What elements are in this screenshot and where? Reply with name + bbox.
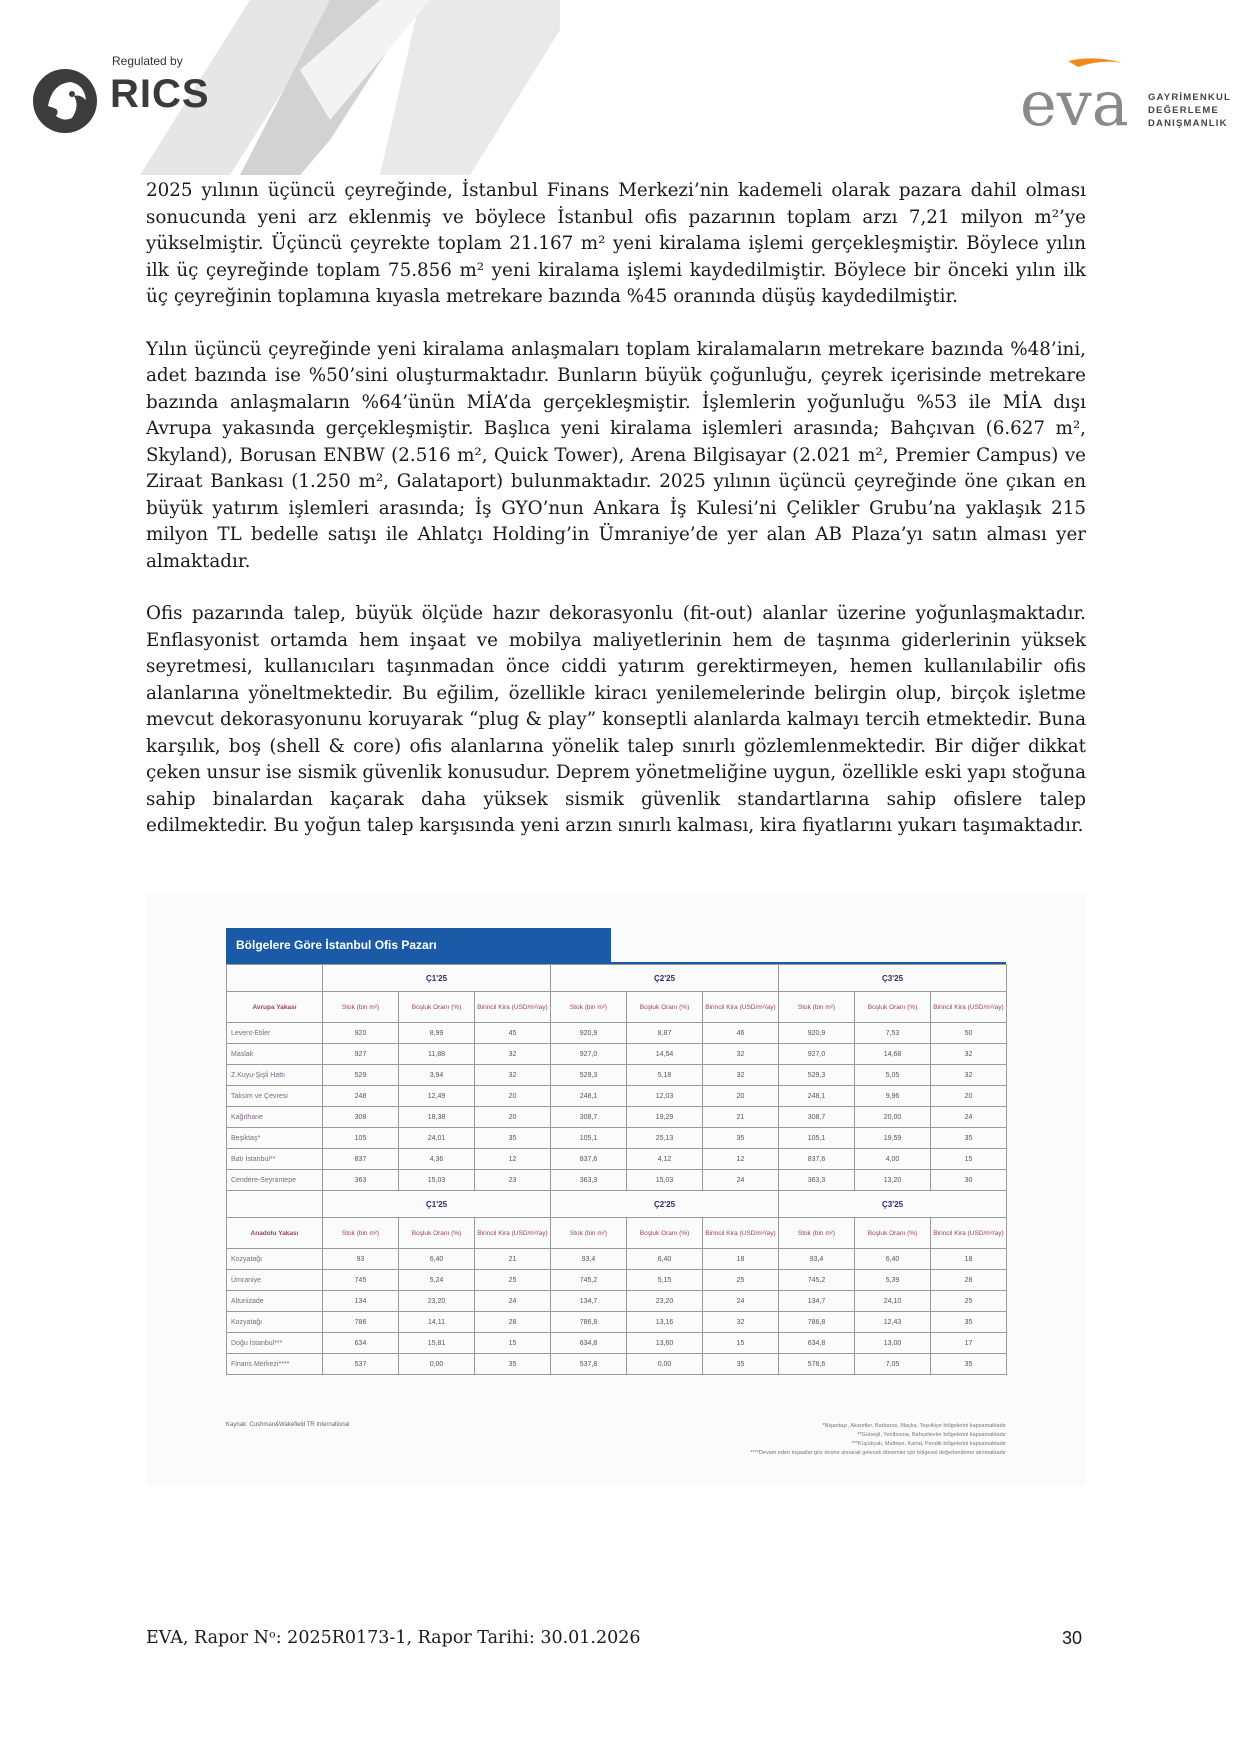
report-body <box>146 178 1086 866</box>
table-cell: 24 <box>703 1170 779 1191</box>
region-name: Kozyatağı <box>227 1249 323 1270</box>
table-cell: 5,24 <box>399 1270 475 1291</box>
column-header-row <box>227 992 1007 1023</box>
region-name: Kağıthane <box>227 1107 323 1128</box>
table-cell: 20 <box>931 1086 1007 1107</box>
table-cell: 529 <box>323 1065 399 1086</box>
column-header: Birincil Kira (USD/m²/ay) <box>931 1218 1007 1249</box>
table-cell: 19,29 <box>627 1107 703 1128</box>
table-cell: 786 <box>323 1312 399 1333</box>
figure-note: **Güneşli, Yenibosna, Bahçelievler bölgelerini kapsamaktadır <box>857 1432 1006 1438</box>
table-cell: 93 <box>323 1249 399 1270</box>
table-cell: 32 <box>703 1065 779 1086</box>
report-footer: EVA, Rapor Nᵒ: 2025R0173-1, Rapor Tarihi: 30.01.2026 <box>146 1628 641 1648</box>
table-cell: 15 <box>931 1149 1007 1170</box>
table-cell: 18,38 <box>399 1107 475 1128</box>
figure-title: Bölgelere Göre İstanbul Ofis Pazarı <box>226 928 611 962</box>
table-row <box>227 1044 1007 1065</box>
table-cell: 927,0 <box>551 1044 627 1065</box>
table-cell: 745,2 <box>551 1270 627 1291</box>
column-header: Boşluk Oranı (%) <box>855 1218 931 1249</box>
table-cell: 14,11 <box>399 1312 475 1333</box>
table-row <box>227 1023 1007 1044</box>
table-cell: 28 <box>931 1270 1007 1291</box>
table-cell: 134,7 <box>551 1291 627 1312</box>
column-header: Stok (bin m²) <box>551 992 627 1023</box>
table-cell: 35 <box>931 1354 1007 1375</box>
table-cell: 24 <box>475 1291 551 1312</box>
table-cell: 134 <box>323 1291 399 1312</box>
table-cell: 745 <box>323 1270 399 1291</box>
table-cell: 5,18 <box>627 1065 703 1086</box>
table-cell: 24 <box>931 1107 1007 1128</box>
table-cell: 46 <box>703 1023 779 1044</box>
table-cell: 363,3 <box>779 1170 855 1191</box>
table-cell: 35 <box>703 1128 779 1149</box>
table-cell: 20 <box>475 1107 551 1128</box>
section-name: Anadolu Yakası <box>227 1218 323 1249</box>
table-cell: 15,81 <box>399 1333 475 1354</box>
table-cell: 32 <box>475 1044 551 1065</box>
eva-wordmark: eva <box>1020 67 1129 135</box>
quarter-header-row <box>227 1191 1007 1218</box>
table-cell: 24,01 <box>399 1128 475 1149</box>
paragraph: Yılın üçüncü çeyreğinde yeni kiralama anlaşmaları toplam kiralamaların metrekare bazında %48’ini, adet bazında ise %50’sini oluşturmaktadır. Bunların büyük çoğunluğu, çeyrek içerisinde metrekare bazında anlaşmaların %64’ünün MİA’da gerçekleşmiştir. İşlemlerin yoğunluğu %53 ile MİA dışı Avrupa yakasında gerçekleşmiştir. Başlıca yeni kiralama işlemleri arasında; Bahçıvan (6.627 m², Skyland), Borusan ENBW (2.516 m², Quick Tower), Arena Bilgisayar (2.021 m², Premier Campus) ve Ziraat Bankası (1.250 m², Galataport) bulunmaktadır. 2025 yılının üçüncü çeyreğinde öne çıkan en büyük yatırım işlemleri arasında; İş GYO’nun Ankara İş Kulesi’ni Çelikler Grubu’na yaklaşık 215 milyon TL bedelle satışı ile Ahlatçı Holding’in Ümraniye’de yer alan AB Plaza’yı satın alması yer almaktadır. <box>146 338 1086 572</box>
table-cell: 9,96 <box>855 1086 931 1107</box>
paragraph: 2025 yılının üçüncü çeyreğinde, İstanbul Finans Merkezi’nin kademeli olarak pazara dahil olması sonucunda yeni arz eklenmiş ve böylece İstanbul ofis pazarının toplam arzı 7,21 milyon m²’ye yükselmiştir. Üçüncü çeyrekte toplam 21.167 m² yeni kiralama işlemi gerçekleşmiştir. Böylece yılın ilk üç çeyreğinde toplam 75.856 m² yeni kiralama işlemi kaydedilmiştir. Böylece bir önceki yılın ilk üç çeyreğinin toplamına kıyasla metrekare bazında %45 oranında düşüş kaydedilmiştir. <box>146 180 1086 307</box>
table-cell: 13,16 <box>627 1312 703 1333</box>
table-cell: 18 <box>703 1249 779 1270</box>
table-cell: 11,88 <box>399 1044 475 1065</box>
table-cell: 3,94 <box>399 1065 475 1086</box>
table-cell: 5,39 <box>855 1270 931 1291</box>
table-cell: 8,87 <box>627 1023 703 1044</box>
table-cell: 23,20 <box>399 1291 475 1312</box>
table-cell: 15 <box>475 1333 551 1354</box>
column-header: Stok (bin m²) <box>323 992 399 1023</box>
column-header: Birincil Kira (USD/m²/ay) <box>475 992 551 1023</box>
table-cell: 23,20 <box>627 1291 703 1312</box>
quarter-header: Ç3'25 <box>779 965 1007 992</box>
table-cell: 18 <box>931 1249 1007 1270</box>
eva-logo <box>1018 55 1232 145</box>
table-row <box>227 1065 1007 1086</box>
eva-subtitle-line: GAYRİMENKUL <box>1148 92 1232 103</box>
table-cell: 745,2 <box>779 1270 855 1291</box>
table-cell: 28 <box>475 1312 551 1333</box>
table-cell: 25,13 <box>627 1128 703 1149</box>
page-number: 30 <box>1062 1628 1083 1648</box>
table-cell: 578,6 <box>779 1354 855 1375</box>
region-name: Levent-Etiler <box>227 1023 323 1044</box>
table-cell: 12 <box>475 1149 551 1170</box>
table-row <box>227 1086 1007 1107</box>
table-cell: 14,54 <box>627 1044 703 1065</box>
eva-subtitle-line: DEĞERLEME <box>1148 105 1219 116</box>
table-cell: 32 <box>931 1065 1007 1086</box>
office-market-table <box>226 964 1007 1375</box>
column-header: Birincil Kira (USD/m²/ay) <box>931 992 1007 1023</box>
column-header: Stok (bin m²) <box>323 1218 399 1249</box>
table-cell: 786,8 <box>551 1312 627 1333</box>
table-cell: 134,7 <box>779 1291 855 1312</box>
region-name: Kozyatağı <box>227 1312 323 1333</box>
table-cell: 13,00 <box>855 1333 931 1354</box>
table-cell: 308,7 <box>779 1107 855 1128</box>
table-cell: 12,43 <box>855 1312 931 1333</box>
table-cell: 30 <box>931 1170 1007 1191</box>
table-row <box>227 1291 1007 1312</box>
table-cell: 837,6 <box>779 1149 855 1170</box>
table-cell: 35 <box>475 1354 551 1375</box>
table-cell: 4,00 <box>855 1149 931 1170</box>
column-header: Birincil Kira (USD/m²/ay) <box>475 1218 551 1249</box>
table-cell: 93,4 <box>551 1249 627 1270</box>
region-name: Beşiktaş* <box>227 1128 323 1149</box>
region-name: Taksim ve Çevresi <box>227 1086 323 1107</box>
table-cell: 308 <box>323 1107 399 1128</box>
table-cell: 20,00 <box>855 1107 931 1128</box>
figure-note: ***Küçükyalı, Maltepe, Kartal, Pendik bölgelerini kapsamaktadır <box>851 1441 1006 1447</box>
table-cell: 17 <box>931 1333 1007 1354</box>
table-cell: 105 <box>323 1128 399 1149</box>
table-cell: 21 <box>475 1249 551 1270</box>
office-market-figure <box>146 892 1086 1486</box>
table-cell: 20 <box>475 1086 551 1107</box>
column-header: Stok (bin m²) <box>551 1218 627 1249</box>
table-cell: 15 <box>703 1333 779 1354</box>
table-cell: 20 <box>703 1086 779 1107</box>
region-name: Batı İstanbul** <box>227 1149 323 1170</box>
table-cell: 23 <box>475 1170 551 1191</box>
table-row <box>227 1249 1007 1270</box>
region-name: Ümraniye <box>227 1270 323 1291</box>
table-cell: 0,00 <box>627 1354 703 1375</box>
table-cell: 12 <box>703 1149 779 1170</box>
rics-regulated-by: Regulated by <box>112 54 183 68</box>
table-cell: 927,0 <box>779 1044 855 1065</box>
table-corner-cell <box>227 1191 323 1218</box>
table-cell: 248 <box>323 1086 399 1107</box>
column-header-row <box>227 1218 1007 1249</box>
table-cell: 6,40 <box>627 1249 703 1270</box>
table-cell: 35 <box>931 1312 1007 1333</box>
column-header: Boşluk Oranı (%) <box>627 1218 703 1249</box>
table-cell: 32 <box>475 1065 551 1086</box>
table-cell: 537,8 <box>551 1354 627 1375</box>
table-cell: 105,1 <box>551 1128 627 1149</box>
table-cell: 13,60 <box>627 1333 703 1354</box>
table-cell: 8,99 <box>399 1023 475 1044</box>
table-cell: 45 <box>475 1023 551 1044</box>
lion-icon <box>30 66 100 136</box>
column-header: Stok (bin m²) <box>779 1218 855 1249</box>
table-cell: 248,1 <box>551 1086 627 1107</box>
table-cell: 634,8 <box>779 1333 855 1354</box>
column-header: Boşluk Oranı (%) <box>855 992 931 1023</box>
quarter-header: Ç1'25 <box>323 1191 551 1218</box>
rics-name: RICS <box>110 72 210 116</box>
figure-note: *Nişantaşı, Akaretler, Barbaros, Maçka, Teşvikiye bölgelerini kapsamaktadır <box>822 1423 1006 1429</box>
table-cell: 4,12 <box>627 1149 703 1170</box>
quarter-header: Ç2'25 <box>551 1191 779 1218</box>
table-cell: 21 <box>703 1107 779 1128</box>
table-cell: 35 <box>703 1354 779 1375</box>
column-header: Boşluk Oranı (%) <box>627 992 703 1023</box>
table-cell: 837,6 <box>551 1149 627 1170</box>
table-cell: 7,05 <box>855 1354 931 1375</box>
table-cell: 786,8 <box>779 1312 855 1333</box>
table-cell: 308,7 <box>551 1107 627 1128</box>
table-cell: 14,68 <box>855 1044 931 1065</box>
table-cell: 32 <box>703 1044 779 1065</box>
table-cell: 363 <box>323 1170 399 1191</box>
table-cell: 837 <box>323 1149 399 1170</box>
table-cell: 93,4 <box>779 1249 855 1270</box>
table-cell: 32 <box>931 1044 1007 1065</box>
table-cell: 12,49 <box>399 1086 475 1107</box>
table-row <box>227 1128 1007 1149</box>
table-cell: 12,03 <box>627 1086 703 1107</box>
table-row <box>227 1149 1007 1170</box>
figure-notes <box>666 1422 1006 1458</box>
eva-logo-icon <box>1018 55 1146 135</box>
table-cell: 529,3 <box>779 1065 855 1086</box>
table-cell: 35 <box>931 1128 1007 1149</box>
table-row <box>227 1354 1007 1375</box>
table-cell: 105,1 <box>779 1128 855 1149</box>
table-cell: 634 <box>323 1333 399 1354</box>
table-cell: 15,03 <box>399 1170 475 1191</box>
column-header: Boşluk Oranı (%) <box>399 992 475 1023</box>
column-header: Birincil Kira (USD/m²/ay) <box>703 1218 779 1249</box>
table-cell: 363,3 <box>551 1170 627 1191</box>
table-cell: 634,8 <box>551 1333 627 1354</box>
rics-logo <box>30 52 245 142</box>
table-cell: 6,40 <box>399 1249 475 1270</box>
quarter-header: Ç3'25 <box>779 1191 1007 1218</box>
table-cell: 920,9 <box>551 1023 627 1044</box>
table-cell: 6,40 <box>855 1249 931 1270</box>
table-cell: 25 <box>703 1270 779 1291</box>
table-cell: 0,00 <box>399 1354 475 1375</box>
quarter-header-row <box>227 965 1007 992</box>
table-cell: 537 <box>323 1354 399 1375</box>
table-cell: 5,05 <box>855 1065 931 1086</box>
table-cell: 7,53 <box>855 1023 931 1044</box>
eva-subtitle <box>1148 91 1231 130</box>
region-name: Cendere-Seyrantepe <box>227 1170 323 1191</box>
section-name: Avrupa Yakası <box>227 992 323 1023</box>
table-row <box>227 1170 1007 1191</box>
table-row <box>227 1107 1007 1128</box>
region-name: Altunizade <box>227 1291 323 1312</box>
column-header: Birincil Kira (USD/m²/ay) <box>703 992 779 1023</box>
table-cell: 13,20 <box>855 1170 931 1191</box>
table-cell: 35 <box>475 1128 551 1149</box>
table-cell: 50 <box>931 1023 1007 1044</box>
eva-subtitle-line: DANIŞMANLIK <box>1148 118 1228 129</box>
region-name: Finans Merkezi**** <box>227 1354 323 1375</box>
table-cell: 4,36 <box>399 1149 475 1170</box>
figure-note: ****Devam eden inşaatlar göz önüne alınarak gelecek dönemler için bölgesel değerlendirme alınmaktadır <box>750 1450 1006 1456</box>
table-row <box>227 1333 1007 1354</box>
quarter-header: Ç1'25 <box>323 965 551 992</box>
paragraph: Ofis pazarında talep, büyük ölçüde hazır dekorasyonlu (fit-out) alanlar üzerine yoğunlaşmaktadır. Enflasyonist ortamda hem inşaat ve mobilya maliyetlerinin hem de taşınma giderlerinin yüksek seyretmesi, kullanıcıları taşınmadan önce ciddi yatırım gerektirmeyen, hemen kullanılabilir ofis alanlarına yöneltmektedir. Bu eğilim, özellikle kiracı yenilemelerinde belirgin olup, birçok işletme mevcut dekorasyonunu koruyarak “plug & play” konseptli alanlarda kalmayı tercih etmektedir. Buna karşılık, boş (shell & core) ofis alanlarına yönelik talep sınırlı gözlemlenmektedir. Bir diğer dikkat çeken unsur ise sismik güvenlik konusudur. Deprem yönetmeliğine uygun, özellikle eski yapı stoğuna sahip binalardan kaçarak daha yüksek sismik güvenlik standartlarına sahip ofislere talep edilmektedir. Bu yoğun talep karşısında yeni arzın sınırlı kalması, kira fiyatlarını yukarı taşımaktadır. <box>146 603 1086 836</box>
table-row <box>227 1270 1007 1291</box>
region-name: Maslak <box>227 1044 323 1065</box>
column-header: Stok (bin m²) <box>779 992 855 1023</box>
table-cell: 920,9 <box>779 1023 855 1044</box>
table-row <box>227 1312 1007 1333</box>
table-cell: 920 <box>323 1023 399 1044</box>
table-cell: 529,3 <box>551 1065 627 1086</box>
table-cell: 15,03 <box>627 1170 703 1191</box>
table-cell: 19,59 <box>855 1128 931 1149</box>
table-cell: 5,15 <box>627 1270 703 1291</box>
table-cell: 248,1 <box>779 1086 855 1107</box>
table-cell: 25 <box>475 1270 551 1291</box>
region-name: Z.Kuyu-Şişli Hattı <box>227 1065 323 1086</box>
table-corner-cell <box>227 965 323 992</box>
column-header: Boşluk Oranı (%) <box>399 1218 475 1249</box>
figure-source: Kaynak: Cushman&Wakefield TR International <box>226 1422 350 1428</box>
region-name: Doğu İstanbul*** <box>227 1333 323 1354</box>
table-cell: 32 <box>703 1312 779 1333</box>
table-cell: 24,10 <box>855 1291 931 1312</box>
table-cell: 25 <box>931 1291 1007 1312</box>
table-cell: 927 <box>323 1044 399 1065</box>
quarter-header: Ç2'25 <box>551 965 779 992</box>
table-cell: 24 <box>703 1291 779 1312</box>
